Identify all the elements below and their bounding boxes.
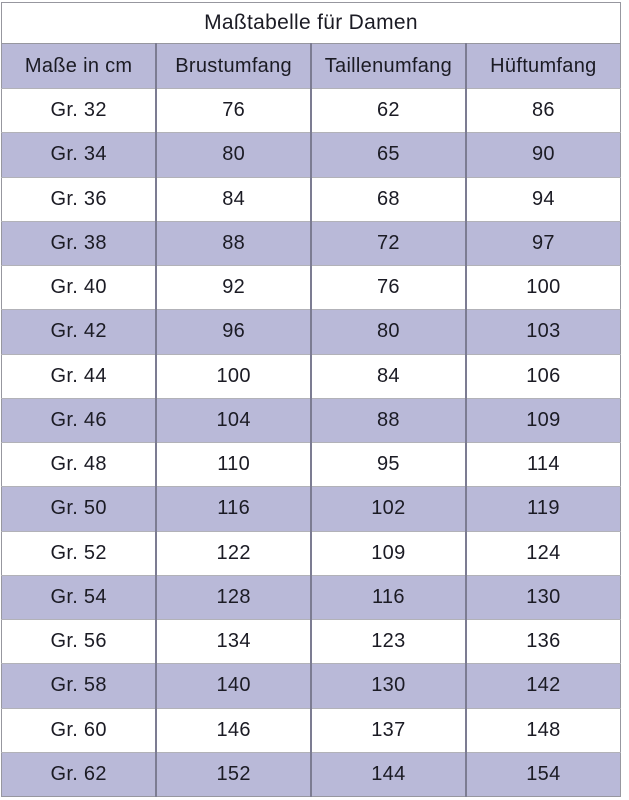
value-cell: 123: [311, 620, 466, 664]
value-cell: 103: [466, 310, 621, 354]
value-cell: 106: [466, 354, 621, 398]
value-cell: 142: [466, 664, 621, 708]
column-header-row: [2, 44, 621, 89]
size-cell: Gr. 32: [2, 89, 157, 133]
column-header-cell-0: Maße in cm: [2, 44, 157, 89]
table-row: [2, 708, 621, 752]
value-cell: 88: [156, 221, 311, 265]
size-cell: Gr. 38: [2, 221, 157, 265]
value-cell: 114: [466, 443, 621, 487]
value-cell: 104: [156, 398, 311, 442]
size-cell: Gr. 58: [2, 664, 157, 708]
size-cell: Gr. 56: [2, 620, 157, 664]
table-row: [2, 443, 621, 487]
value-cell: 76: [311, 266, 466, 310]
table-row: [2, 575, 621, 619]
table-row: [2, 664, 621, 708]
size-cell: Gr. 36: [2, 177, 157, 221]
value-cell: 116: [156, 487, 311, 531]
size-cell: Gr. 52: [2, 531, 157, 575]
size-table-body: [2, 89, 621, 797]
size-cell: Gr. 44: [2, 354, 157, 398]
value-cell: 97: [466, 221, 621, 265]
size-cell: Gr. 48: [2, 443, 157, 487]
table-row: [2, 487, 621, 531]
column-header-cell-2: Taillenumfang: [311, 44, 466, 89]
value-cell: 80: [311, 310, 466, 354]
value-cell: 152: [156, 752, 311, 796]
value-cell: 146: [156, 708, 311, 752]
value-cell: 136: [466, 620, 621, 664]
table-title: Maßtabelle für Damen: [2, 3, 621, 44]
table-row: [2, 89, 621, 133]
size-table-head: [2, 3, 621, 89]
size-cell: Gr. 34: [2, 133, 157, 177]
value-cell: 122: [156, 531, 311, 575]
value-cell: 130: [466, 575, 621, 619]
size-cell: Gr. 42: [2, 310, 157, 354]
table-row: [2, 620, 621, 664]
value-cell: 84: [156, 177, 311, 221]
size-cell: Gr. 54: [2, 575, 157, 619]
value-cell: 144: [311, 752, 466, 796]
table-row: [2, 531, 621, 575]
value-cell: 88: [311, 398, 466, 442]
table-row: [2, 177, 621, 221]
value-cell: 119: [466, 487, 621, 531]
table-row: [2, 221, 621, 265]
table-row: [2, 133, 621, 177]
table-row: [2, 310, 621, 354]
value-cell: 90: [466, 133, 621, 177]
column-header-cell-3: Hüftumfang: [466, 44, 621, 89]
value-cell: 140: [156, 664, 311, 708]
value-cell: 76: [156, 89, 311, 133]
size-cell: Gr. 46: [2, 398, 157, 442]
value-cell: 92: [156, 266, 311, 310]
size-cell: Gr. 60: [2, 708, 157, 752]
value-cell: 84: [311, 354, 466, 398]
value-cell: 116: [311, 575, 466, 619]
value-cell: 124: [466, 531, 621, 575]
table-title-row: [2, 3, 621, 44]
table-row: [2, 354, 621, 398]
value-cell: 68: [311, 177, 466, 221]
table-row: [2, 266, 621, 310]
size-cell: Gr. 40: [2, 266, 157, 310]
value-cell: 137: [311, 708, 466, 752]
value-cell: 154: [466, 752, 621, 796]
size-cell: Gr. 50: [2, 487, 157, 531]
value-cell: 109: [311, 531, 466, 575]
table-row: [2, 398, 621, 442]
size-table: [1, 2, 621, 797]
value-cell: 80: [156, 133, 311, 177]
column-header-cell-1: Brustumfang: [156, 44, 311, 89]
value-cell: 65: [311, 133, 466, 177]
value-cell: 134: [156, 620, 311, 664]
value-cell: 96: [156, 310, 311, 354]
value-cell: 128: [156, 575, 311, 619]
value-cell: 148: [466, 708, 621, 752]
value-cell: 94: [466, 177, 621, 221]
value-cell: 110: [156, 443, 311, 487]
value-cell: 95: [311, 443, 466, 487]
value-cell: 109: [466, 398, 621, 442]
size-cell: Gr. 62: [2, 752, 157, 796]
value-cell: 62: [311, 89, 466, 133]
table-row: [2, 752, 621, 796]
value-cell: 100: [466, 266, 621, 310]
value-cell: 130: [311, 664, 466, 708]
value-cell: 72: [311, 221, 466, 265]
value-cell: 100: [156, 354, 311, 398]
value-cell: 102: [311, 487, 466, 531]
value-cell: 86: [466, 89, 621, 133]
